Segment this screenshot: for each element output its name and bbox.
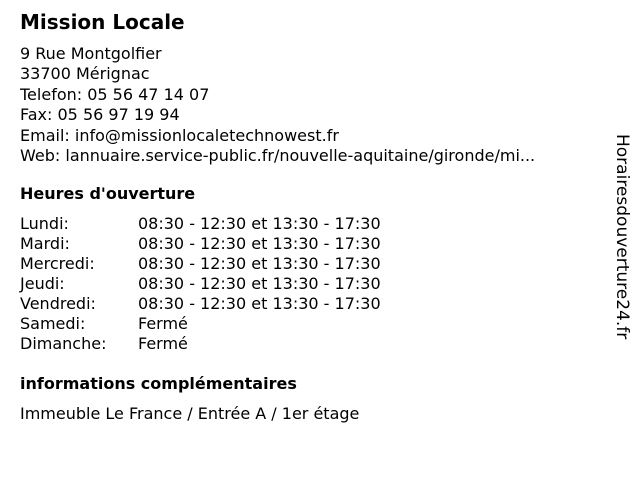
web-link[interactable]: lannuaire.service-public.fr/nouvelle-aquitaine/gironde/mi... [65,146,536,166]
fax-label: Fax: [20,105,53,125]
phone-label: Telefon: [20,84,83,104]
day-hours: 08:30 - 12:30 et 13:30 - 17:30 [138,274,381,293]
hours-row-wednesday [20,254,381,274]
fax-line [20,105,590,125]
phone-number[interactable]: 05 56 47 14 07 [87,84,210,104]
hours-row-friday [20,294,381,314]
phone-line [20,85,590,105]
day-hours: 08:30 - 12:30 et 13:30 - 17:30 [138,294,381,313]
hours-row-tuesday [20,234,381,254]
city-line: 33700 Mérignac [20,64,150,84]
day-hours: 08:30 - 12:30 et 13:30 - 17:30 [138,254,381,273]
day-label: Jeudi: [20,274,65,293]
hours-row-monday [20,214,381,234]
hours-list [20,214,381,354]
web-line [20,146,590,166]
hours-row-saturday [20,314,381,334]
hours-row-sunday [20,334,381,354]
hours-heading: Heures d'ouverture [20,184,196,203]
day-label: Vendredi: [20,294,96,313]
day-label: Mardi: [20,234,70,253]
business-title: Mission Locale [20,10,185,34]
day-label: Mercredi: [20,254,95,273]
info-heading: informations complémentaires [20,374,297,393]
day-hours: Fermé [138,314,188,333]
day-label: Samedi: [20,314,86,333]
day-hours: 08:30 - 12:30 et 13:30 - 17:30 [138,214,381,233]
site-watermark: Horairesdouverture24.fr [612,134,632,340]
fax-number: 05 56 97 19 94 [57,105,180,125]
street-address: 9 Rue Montgolfier [20,44,162,63]
email-label: Email: [20,125,70,145]
day-hours: 08:30 - 12:30 et 13:30 - 17:30 [138,234,381,253]
email-link[interactable]: info@missionlocaletechnowest.fr [74,125,339,145]
day-hours: Fermé [138,334,188,353]
web-label: Web: [20,146,61,166]
day-label: Dimanche: [20,334,107,353]
hours-row-thursday [20,274,381,294]
contact-block [20,44,590,166]
email-line [20,126,590,146]
info-text: Immeuble Le France / Entrée A / 1er étage [20,404,360,423]
day-label: Lundi: [20,214,69,233]
